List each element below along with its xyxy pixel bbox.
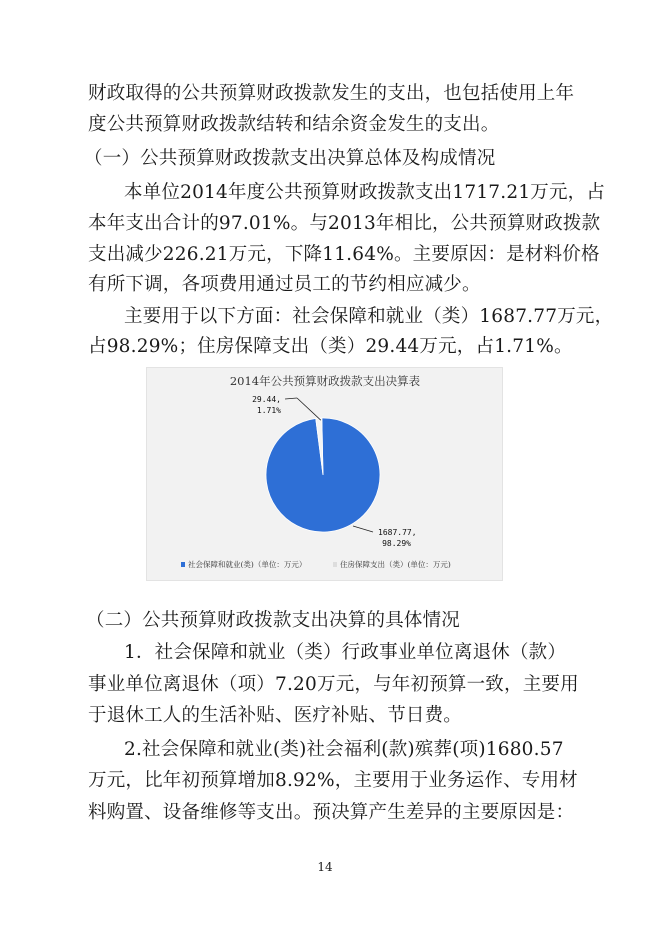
legend-swatch: [333, 562, 337, 567]
page-number: 14: [317, 860, 333, 874]
legend-swatch: [181, 562, 185, 567]
legend-label: 社会保障和就业(类)（单位：万元）: [188, 560, 307, 569]
chart-title: 2014年公共预算财政拨款支出决算表: [229, 374, 421, 388]
data-label-value: 1687.77,: [378, 528, 417, 537]
data-label-percent: 98.29%: [382, 539, 411, 548]
body-text-line: 本单位2014年度公共预算财政拨款支出1717.21万元，占: [124, 182, 606, 203]
body-text-line: 占98.29%；住房保障支出（类）29.44万元，占1.71%。: [88, 336, 573, 357]
leader-line: [353, 526, 373, 532]
body-text-line: 万元，比年初预算增加8.92%，主要用于业务运作、专用材: [88, 770, 578, 791]
body-text-line: 1．社会保障和就业（类）行政事业单位离退休（款）: [124, 642, 567, 663]
leader-line: [285, 398, 297, 399]
body-text-line: 于退休工人的生活补贴、医疗补贴、节日费。: [88, 705, 463, 726]
body-text-line: 财政取得的公共预算财政拨款发生的支出，也包括使用上年: [88, 83, 575, 104]
pie-chart-svg: [147, 368, 502, 580]
leader-line: [297, 398, 321, 420]
body-text-line: 料购置、设备维修等支出。预决算产生差异的主要原因是：: [88, 802, 575, 823]
body-text-line: 2.社会保障和就业(类)社会福利(款)殡葬(项)1680.57: [124, 739, 564, 760]
body-text-line: 主要用于以下方面：社会保障和就业（类）1687.77万元，: [124, 306, 614, 327]
body-text-line: 本年支出合计的97.01%。与2013年相比，公共预算财政拨款: [88, 213, 601, 234]
data-label-percent: 1.71%: [256, 406, 281, 415]
section-heading: （二）公共预算财政拨款支出决算的具体情况: [86, 610, 461, 631]
data-label-value: 29.44,: [252, 395, 281, 404]
body-text-line: 支出减少226.21万元，下降11.64%。主要原因：是材料价格: [88, 244, 600, 265]
body-text-line: 事业单位离退休（项）7.20万元，与年初预算一致，主要用: [88, 674, 579, 695]
pie-chart: [146, 367, 503, 581]
body-text-line: 有所下调，各项费用通过员工的节约相应减少。: [88, 274, 481, 295]
legend-label: 住房保障支出（类）(单位：万元): [340, 560, 451, 569]
section-heading: （一）公共预算财政拨款支出决算总体及构成情况: [84, 148, 496, 169]
body-text-line: 度公共预算财政拨款结转和结余资金发生的支出。: [88, 114, 500, 135]
